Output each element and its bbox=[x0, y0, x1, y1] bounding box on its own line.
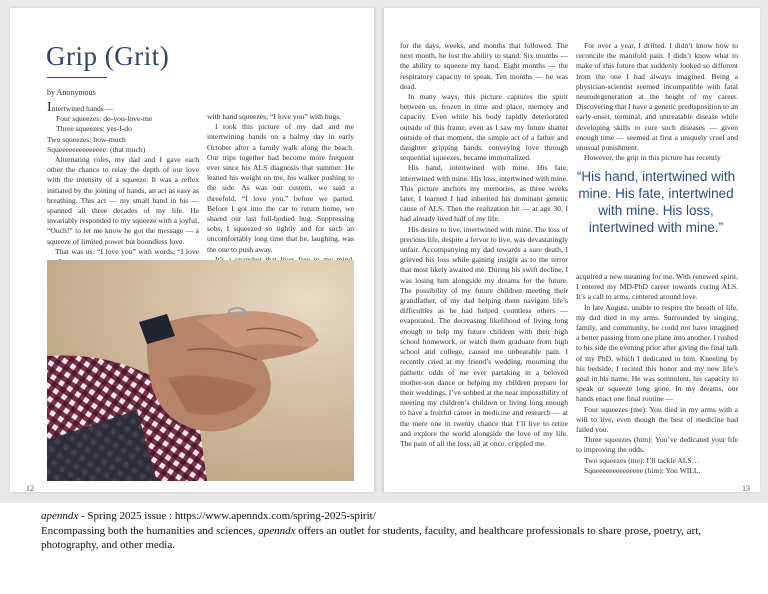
paragraph: Two squeezes (me): I’ll tackle ALS… bbox=[584, 455, 700, 465]
hands-photo bbox=[47, 260, 354, 481]
page-number-right: 13 bbox=[742, 484, 750, 492]
paragraph: with hand squeezes; “I love you” with hugs. bbox=[207, 112, 342, 121]
journal-name: apenndx bbox=[41, 510, 79, 522]
column-3 bbox=[400, 41, 568, 449]
paragraph: Alternating roles, my dad and I gave each other the chance to relay the depth of our love with the intensity of a squeeze. It was a reflex initiated by the joining of hands, an act as easy as breathing. This act — my small hand in his — spanned all three decades of my life. He invariably responded to my squeeze with a joyful, “Ouch!” to let me know he got the message — a squeeze of limited power but boundless love. bbox=[47, 155, 199, 246]
paragraph: Squeeeeeeeeeeeeee (him): You WILL. bbox=[584, 465, 701, 475]
column-1 bbox=[47, 100, 199, 267]
paragraph: His desire to live, intertwined with mine. The loss of precious life, despite a fervor to live, was devastatingly unfair. Accompanying my dad towards a sure death, I grieved his loss while gaining insight as to the terror that most likely awaited me. During his swift decline, I was losing him alongside my dreams for the future. The possibility of my future children meeting their grandfather, of my dad helping them navigate life’s difficulties as he had helped countless others — evaporated. The decreasing likelihood of living long enough to help my future children with their high school homework, or watch them graduate from high school and college, caused me unbearable pain. I recently cried at my friend’s wedding, mourning the pathetic odds of me ever partaking in a beloved mother-son dance or helping my children prepare for their weddings. I’ve sobbed at the near impossibility of meeting my children’s children or living long enough to have a fruitful career in medicine and research — at the mere one in twenty chance that I’ll live to retire and explore the world alongside the love of my life. The pain of all the loss, all at once, crippled me. bbox=[400, 224, 568, 448]
paragraph: Three squeezes (him): You’ve dedicated your life to improving the odds. bbox=[576, 435, 738, 455]
paragraph: In many ways, this picture captures the spirit between us, frozen in time and place, memory and capacity. Even while his body rapidly deteriorated outside of this frame, even as I saw my future shatter outside of that moment, the simple act of a father and daughter gripping hands, conveying love through sequential squeezes, became immortalized. bbox=[400, 92, 568, 163]
poem-line: Four squeezes: do-you-love-me bbox=[56, 114, 153, 124]
right-page bbox=[384, 8, 760, 492]
poem-line: Three squeezes: yes-I-do bbox=[56, 124, 132, 134]
poem-line: ntertwined hands — bbox=[51, 104, 114, 113]
column-2 bbox=[207, 112, 354, 275]
paragraph: I took this picture of my dad and me intertwining hands on a balmy day in early October after a family walk along the beach. Our trips together had become more frequent ever since his ALS diagnosis that summer. He leaned his weight on me, his walker pushing to the side. As was our custom, we said a threefold, “I love you,” before we parted. Before I got into the car to return home, we shared our last full-bodied hug. Suppressing sobs, I squeezed so tightly and for such an uncomfortably long time that he, laughing, was the one to push away. bbox=[207, 122, 354, 254]
paragraph: That was us: “I love you” with words; “I love bbox=[55, 246, 199, 256]
drop-cap: I bbox=[47, 100, 52, 115]
description-text: Encompassing both the humanities and sciences, bbox=[41, 524, 259, 537]
column-5 bbox=[576, 272, 738, 476]
issue-text: - Spring 2025 issue : https://www.apenndx.com/spring-2025-spirit/ bbox=[78, 510, 376, 522]
article-title: Grip (Grit) bbox=[46, 41, 170, 71]
paragraph: for the days, weeks, and months that followed. The next month, he lost the ability to stand. Six months — the ability to squeeze my hand. Eight months — the respiratory capacity to speak. Ten months — he was dead. bbox=[400, 41, 568, 91]
caption bbox=[41, 509, 741, 553]
title-rule bbox=[47, 77, 107, 78]
paragraph: In late August, unable to respire the breath of life, my dad died in my arms. Surrounded by singing, family, and community, he could not have imagined a better passing from one plane into another. I rushed to his side the evening prior after giving the final talk of my PhD, which I dedicated to him. Kneeling by his bedside, I recited this honor and my new life’s goal in his name. He was somnolent, his capacity to speak or squeeze long gone. In my dreams, our hands enact one final routine — bbox=[576, 302, 738, 404]
journal-name-inline: apenndx bbox=[258, 524, 296, 537]
page-number-left: 12 bbox=[26, 484, 34, 492]
caption-description bbox=[41, 524, 741, 553]
paragraph: His hand, intertwined with mine. His fate, intertwined with mine. His loss, intertwined with mine. This picture anchors my memories, as three weeks later, I learned I had inherited his dominant genetic cause of ALS. Then the realization hit — at age 30, I had already lived half of my life. bbox=[400, 163, 568, 224]
pull-quote: “His hand, intertwined with mine. His fate, intertwined with mine. His loss, intertwined with mine.” bbox=[576, 169, 736, 235]
paragraph: acquired a new meaning for me. With renewed spirit, I entered my MD-PhD career towards curing ALS. It’s a call to arms, centered around love. bbox=[576, 272, 738, 302]
poem-line: Two squeezes: how-much bbox=[47, 134, 126, 144]
caption-issue-line bbox=[41, 509, 741, 524]
description-text-end: offers an outlet for students, faculty, and healthcare professionals to share prose, poetry, art, photography, and other media. bbox=[41, 524, 702, 551]
paragraph: Four squeezes (me): You died in my arms with a will to live, even though the best of medicine had failed you. bbox=[576, 404, 738, 435]
left-page bbox=[10, 8, 374, 492]
paragraph: For over a year, I drifted. I didn’t know how to reconcile the manifold pain. I didn’t know what to make of this future that suddenly looked so different from the one I had always imagined. Being a physician-scientist seemed incompatible with fatal neurodegeneration at the height of my career. Discovering that I have a genetic predisposition to an early-onset, terminal, and untreatable disease while developing skills to cure such diseases — given enough time — seemed at first a uniquely cruel and unusual punishment. bbox=[576, 41, 738, 153]
byline: by Anonymous bbox=[47, 88, 96, 97]
hands-photo-art bbox=[47, 260, 354, 481]
column-4 bbox=[576, 41, 738, 163]
paragraph: However, the grip in this picture has recently bbox=[584, 153, 721, 163]
poem-line: Squeeeeeeeeeeeeee: (that much) bbox=[47, 144, 146, 154]
